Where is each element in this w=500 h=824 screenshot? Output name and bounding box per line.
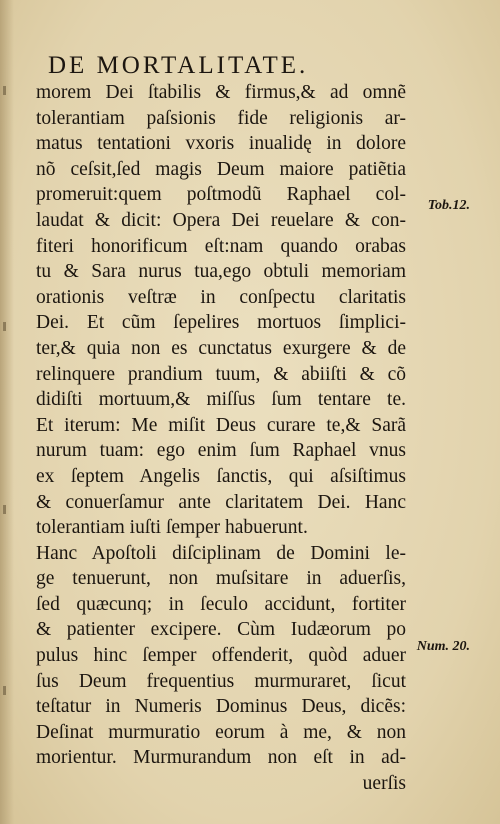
margin-mark (3, 86, 6, 95)
text-line: Et iterum: Me miſit Deus curare te,& Sarã (36, 414, 406, 436)
margin-mark (3, 505, 6, 514)
text-line: morientur. Murmurandum non eſt in ad- (36, 747, 406, 769)
text-line: fiteri honorificum eſt:nam quando orabas (36, 235, 406, 257)
text-line: tolerantiam iuſti ſemper habuerunt. (36, 517, 308, 539)
margin-mark (3, 686, 6, 695)
text-line: pulus hinc ſemper offenderit, quòd aduer (36, 645, 406, 667)
text-line: orationis veſtræ in conſpectu claritatis (36, 286, 406, 308)
text-line: nõ ceſsit,ſed magis Deum maiore patiẽtia (36, 158, 406, 180)
page-edge-shadow (0, 0, 14, 824)
text-line: ſed quæcunq; in ſeculo accidunt, fortiter (36, 593, 406, 615)
text-line: ge tenuerunt, non muſsitare in aduerſis, (36, 568, 406, 590)
text-line: relinquere prandium tuum, & abiiſti & cõ (36, 363, 406, 385)
text-line: ex ſeptem Angelis ſanctis, qui aſsiſtimus (36, 465, 406, 487)
text-line: morem Dei ſtabilis & firmus,& ad omnẽ (36, 82, 406, 103)
text-line: & conuerſamur ante claritatem Dei. Hanc (36, 491, 406, 513)
text-line: ſus Deum frequentius murmuraret, ſicut (36, 670, 406, 692)
text-line: Hanc Apoſtoli diſciplinam de Domini le- (36, 542, 406, 564)
text-line: promeruit:quem poſtmodũ Raphael col- (36, 184, 406, 206)
text-line: Deſinat murmuratio eorum à me, & non (36, 721, 406, 743)
text-line: nurum tuam: ego enim ſum Raphael vnus (36, 440, 406, 462)
body-text (36, 80, 406, 797)
text-line: didiſti mortuum,& miſſus ſum tentare te. (36, 389, 406, 411)
marginal-note-numbers: Num. 20. (416, 639, 470, 654)
page-heading: DE MORTALITATE. (48, 52, 309, 79)
text-line: tolerantiam paſsionis fide religionis ar- (36, 107, 406, 129)
text-line: Dei. Et cũm ſepelires mortuos ſimplici- (36, 312, 406, 334)
text-line: matus tentationi vxoris inualidę in dolore (36, 133, 406, 155)
text-line: ter,& quia non es cunctatus exurgere & de (36, 337, 406, 359)
text-line: & patienter excipere. Cùm Iudæorum po (36, 619, 406, 641)
text-line: tu & Sara nurus tua,ego obtuli memoriam (36, 261, 406, 283)
text-line: uerſis (362, 773, 406, 795)
marginal-note-tobit: Tob.12. (427, 198, 470, 213)
text-line: laudat & dicit: Opera Dei reuelare & con- (36, 209, 406, 231)
margin-mark (3, 322, 6, 331)
text-line: teſtatur in Numeris Dominus Deus, dicẽs: (36, 696, 406, 718)
